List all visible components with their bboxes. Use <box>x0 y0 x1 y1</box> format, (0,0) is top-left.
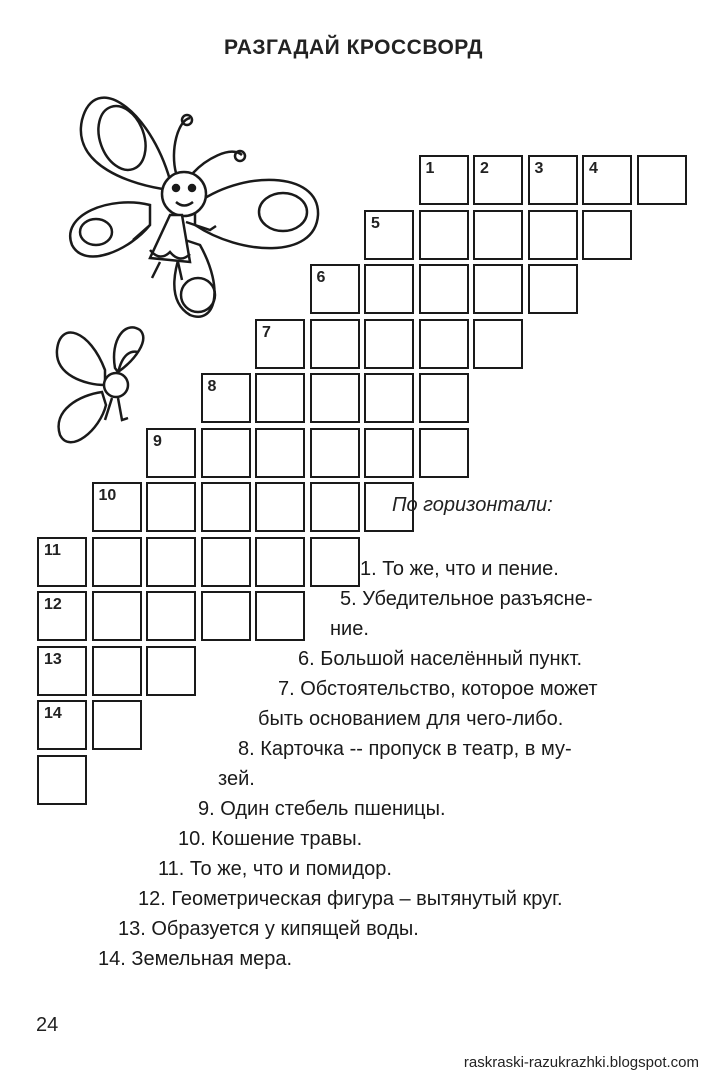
crossword-cell[interactable] <box>255 537 305 587</box>
crossword-cell[interactable] <box>582 210 632 260</box>
crossword-cell[interactable] <box>37 700 87 750</box>
cell-number: 2 <box>480 160 489 177</box>
crossword-cell[interactable] <box>473 155 523 205</box>
cell-number: 9 <box>153 432 162 450</box>
clue-line: 10. Кошение травы. <box>178 828 363 850</box>
clue-line: 1. То же, что и пение. <box>360 558 559 580</box>
site-watermark: raskraski-razukrazhki.blogspot.com <box>463 1054 699 1071</box>
crossword-cell[interactable] <box>419 428 469 478</box>
crossword-cell[interactable] <box>255 482 305 532</box>
crossword-cell[interactable] <box>310 428 360 478</box>
crossword-cell[interactable] <box>310 264 360 314</box>
crossword-cell[interactable] <box>419 155 469 205</box>
crossword-cell[interactable] <box>419 210 469 260</box>
cell-number: 8 <box>207 378 217 395</box>
crossword-cell[interactable] <box>146 646 196 696</box>
clue-line: 5. Убедительное разъясне- <box>340 588 593 610</box>
crossword-cell[interactable] <box>364 264 414 314</box>
crossword-cell[interactable] <box>310 319 360 369</box>
crossword-cell[interactable] <box>310 537 360 587</box>
crossword-cell[interactable] <box>364 210 414 260</box>
crossword-cell[interactable] <box>146 482 196 532</box>
crossword-cell[interactable] <box>473 319 523 369</box>
crossword-cell[interactable] <box>201 428 251 478</box>
crossword-cell[interactable] <box>419 373 469 423</box>
crossword-cell[interactable] <box>146 428 196 478</box>
crossword-cell[interactable] <box>310 373 360 423</box>
crossword-cell[interactable] <box>92 700 142 750</box>
clue-line: 6. Большой населённый пункт. <box>298 648 582 670</box>
clue-line: 7. Обстоятельство, которое может <box>278 678 598 700</box>
crossword-cell[interactable] <box>201 591 251 641</box>
clue-line: зей. <box>218 768 255 790</box>
crossword-cell[interactable] <box>37 537 87 587</box>
clue-line: быть основанием для чего-либо. <box>258 708 564 730</box>
clue-line: 11. То же, что и помидор. <box>158 858 392 880</box>
cell-number: 6 <box>316 269 326 286</box>
clue-line: 13. Образуется у кипящей воды. <box>118 918 419 940</box>
cell-number: 11 <box>44 541 61 559</box>
cell-number: 13 <box>44 650 62 668</box>
cell-number: 4 <box>589 160 598 177</box>
crossword-cell[interactable] <box>582 155 632 205</box>
crossword-cell[interactable] <box>146 537 196 587</box>
cell-number: 14 <box>44 705 62 722</box>
cell-number: 7 <box>262 323 271 341</box>
clue-line: 8. Карточка -- пропуск в театр, в му- <box>238 738 572 760</box>
crossword-cell[interactable] <box>146 591 196 641</box>
crossword-cell[interactable] <box>37 646 87 696</box>
page-title: РАЗГАДАЙ КРОССВОРД <box>224 36 483 59</box>
clue-line: 9. Один стебель пшеницы. <box>198 798 446 820</box>
crossword-cell[interactable] <box>310 482 360 532</box>
crossword-cell[interactable] <box>255 591 305 641</box>
crossword-cell[interactable] <box>201 537 251 587</box>
crossword-cell[interactable] <box>364 319 414 369</box>
crossword-cell[interactable] <box>473 210 523 260</box>
crossword-cell[interactable] <box>364 373 414 423</box>
clues-heading: По горизонтали: <box>392 494 553 516</box>
crossword-cell[interactable] <box>37 755 87 805</box>
crossword-cell[interactable] <box>92 646 142 696</box>
crossword-cell[interactable] <box>255 428 305 478</box>
crossword-cell[interactable] <box>364 428 414 478</box>
crossword-cell[interactable] <box>528 264 578 314</box>
crossword-cell[interactable] <box>473 264 523 314</box>
clue-line: 14. Земельная мера. <box>98 948 293 970</box>
crossword-cell[interactable] <box>92 591 142 641</box>
crossword-cell[interactable] <box>201 373 251 423</box>
cell-number: 1 <box>425 160 435 177</box>
crossword-cell[interactable] <box>419 264 469 314</box>
clue-line: 12. Геометрическая фигура – вытянутый круг. <box>138 888 563 910</box>
crossword-cell[interactable] <box>92 482 142 532</box>
crossword-cell[interactable] <box>37 591 87 641</box>
crossword-cell[interactable] <box>201 482 251 532</box>
crossword-cell[interactable] <box>255 373 305 423</box>
crossword-cell[interactable] <box>528 210 578 260</box>
crossword-cell[interactable] <box>528 155 578 205</box>
cell-number: 5 <box>371 214 380 232</box>
cell-number: 10 <box>98 487 117 504</box>
crossword-cell[interactable] <box>419 319 469 369</box>
crossword-cell[interactable] <box>637 155 687 205</box>
cell-number: 12 <box>44 596 62 613</box>
clue-line: ние. <box>330 618 369 640</box>
crossword-cell[interactable] <box>255 319 305 369</box>
crossword-cell[interactable] <box>92 537 142 587</box>
page-number: 24 <box>36 1014 59 1036</box>
cell-number: 3 <box>534 160 544 177</box>
